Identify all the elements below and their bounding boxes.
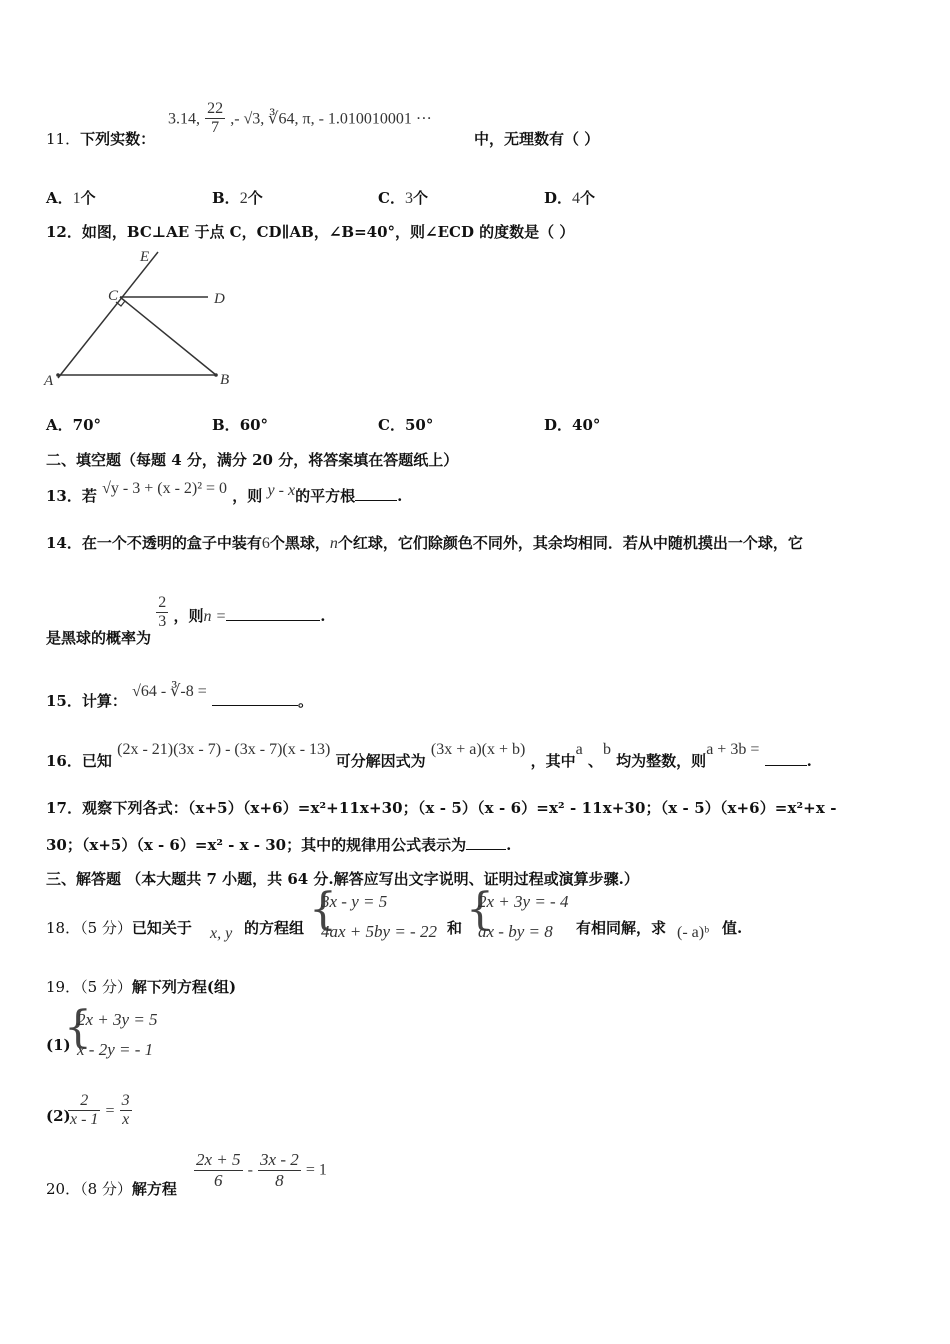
label-d: D bbox=[214, 291, 225, 307]
q11-suffix: 中，无理数有（ ） bbox=[474, 130, 600, 148]
q16-answer-blank bbox=[765, 765, 807, 766]
q11-option-a: A．1个 bbox=[46, 189, 96, 207]
label-c: C bbox=[108, 288, 119, 304]
q18-end: 值. bbox=[722, 919, 743, 937]
q11-option-c: C．3个 bbox=[378, 189, 428, 207]
q18-mid2: 有相同解，求 bbox=[576, 919, 667, 937]
q18-line: 18．（5 分）已知关于 bbox=[46, 919, 192, 937]
q19-p1-eq2: x - 2y = - 1 bbox=[77, 1040, 154, 1059]
q17-line2: 30；（x+5）（x - 6）=x² - x - 30；其中的规律用公式表示为 . bbox=[46, 836, 512, 854]
q17-line1: 17．观察下列各式：（x+5）（x+6）=x²+11x+30；（x - 5）（x - 6）=x² - 11x+30；（x - 5）（x+6）=x²+x - bbox=[46, 799, 837, 817]
q15-line: 15．计算： √64 - ∛-8 = 。 bbox=[46, 683, 314, 710]
q14-line1: 14．在一个不透明的盒子中装有6个黑球，n个红球，它们除颜色不同外，其余均相同．若从中随机摸出一个球，它 bbox=[46, 534, 803, 552]
q20-equation: $\frac{2x + 5}{6}$ - $\frac{3x - 2}{8}$ = 1 bbox=[196, 1150, 327, 1190]
q16-line: 16．已知 (2x - 21)(3x - 7) - (3x - 7)(x - 13) 可分解因式为 (3x + a)(x + b) ，其中a 、b 均为整数，则a + 3b = . bbox=[46, 741, 812, 770]
q14-answer-blank bbox=[226, 620, 320, 621]
q11-prefix: 下列实数： bbox=[80, 130, 156, 148]
q18-system2-brace: { bbox=[466, 884, 494, 935]
q12-figure bbox=[38, 245, 238, 395]
q11-number: 11． bbox=[46, 130, 81, 148]
q18-sys2-eq1: 2x + 3y = - 4 bbox=[478, 892, 569, 911]
q19-line: 19．（5 分）解下列方程(组) bbox=[46, 978, 237, 996]
section-3-heading: 三、解答题 （本大题共 7 小题，共 64 分.解答应写出文字说明、证明过程或演算步骤.） bbox=[46, 870, 639, 888]
q12-question: 12．如图，BC⊥AE 于点 C，CD∥AB，∠B=40°，则∠ECD 的度数是（ ） bbox=[46, 223, 575, 241]
q16-expr2: (3x + a)(x + b) bbox=[430, 741, 526, 758]
label-e: E bbox=[140, 249, 150, 265]
q18-system1-brace: { bbox=[309, 884, 337, 935]
q19-p1-eq1: 2x + 3y = 5 bbox=[77, 1010, 158, 1029]
q13-line: 13．若 √y - 3 + (x - 2)² = 0 ，则 y - x的平方根 . bbox=[46, 480, 403, 505]
q11-expr-b: ,- √3, ∛64, π, - 1.010010001 ··· bbox=[230, 110, 432, 128]
q16-expr1: (2x - 21)(3x - 7) - (3x - 7)(x - 13) bbox=[117, 741, 331, 758]
point-a bbox=[56, 373, 60, 377]
q15-expr: √64 - ∛-8 = bbox=[132, 683, 207, 700]
q12-option-d: D．40° bbox=[544, 416, 601, 434]
q19-part1-label: (1) bbox=[46, 1036, 71, 1054]
q12-option-a: A．70° bbox=[46, 416, 102, 434]
q14-line2: 是黑球的概率为 $\frac{2}{3}$ ，则n = . bbox=[46, 594, 326, 647]
q18-and: 和 bbox=[447, 919, 463, 937]
q18-sys1-eq2: 4ax + 5by = - 22 bbox=[321, 922, 437, 941]
q19-part2-equation: $\frac{2}{x - 1}$ = $\frac{3}{x}$ bbox=[70, 1092, 130, 1129]
point-b bbox=[214, 373, 218, 377]
q11-frac-den: 7 bbox=[211, 119, 220, 137]
q11-option-b: B．2个 bbox=[212, 189, 263, 207]
q12-option-c: C．50° bbox=[378, 416, 434, 434]
q16-expr3: a + 3b = bbox=[706, 741, 760, 758]
q18-expr: (- a)ᵇ bbox=[677, 924, 710, 941]
q11-line bbox=[46, 128, 155, 149]
line-cb bbox=[120, 297, 216, 375]
section-2-heading: 二、填空题（每题 4 分，满分 20 分，将答案填在答题纸上） bbox=[46, 451, 459, 469]
q13-answer-blank bbox=[355, 500, 397, 501]
q11-option-d: D．4个 bbox=[544, 189, 596, 207]
q11-expr-a: 3.14, bbox=[168, 110, 200, 128]
q11-expression bbox=[168, 100, 432, 138]
q20-line: 20．（8 分）解方程 bbox=[46, 1180, 177, 1198]
q19-system-brace: { bbox=[64, 1002, 92, 1053]
q19-part2-label: (2) bbox=[46, 1107, 71, 1125]
q13-expr: √y - 3 + (x - 2)² = 0 bbox=[102, 480, 228, 497]
q12-option-b: B．60° bbox=[212, 416, 269, 434]
q11-fraction bbox=[205, 100, 225, 138]
q18-mid: 的方程组 bbox=[244, 919, 305, 937]
q11-frac-num: 22 bbox=[205, 100, 225, 119]
q18-sys1-eq1: 3x - y = 5 bbox=[321, 892, 388, 911]
q13-expr2: y - x bbox=[267, 482, 296, 499]
q15-answer-blank bbox=[212, 705, 298, 706]
label-b: B bbox=[220, 372, 230, 388]
q18-vars: x, y bbox=[210, 925, 233, 942]
label-a: A bbox=[44, 373, 54, 389]
q17-answer-blank bbox=[466, 849, 506, 850]
q14-fraction: $\frac{2}{3}$ bbox=[158, 594, 167, 631]
q18-sys2-eq2: ax - by = 8 bbox=[478, 922, 553, 941]
